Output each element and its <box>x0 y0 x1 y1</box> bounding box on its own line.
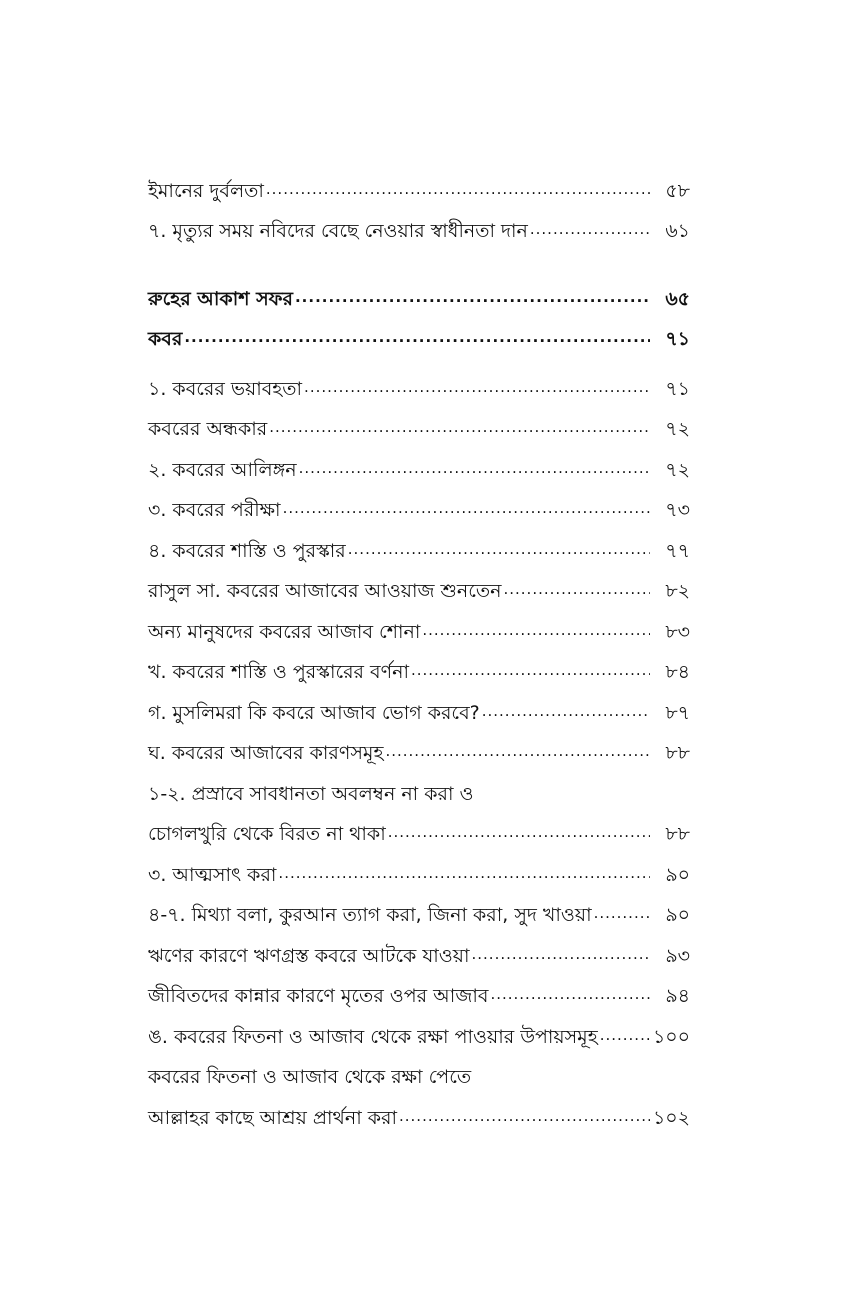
toc-chapter-title: কবর <box>148 328 183 350</box>
toc-entry-page: ৯০ <box>665 904 690 926</box>
toc-entry <box>148 887 690 928</box>
toc-entry-title: ঋণের কারণে ঋণগ্রস্ত কবরে আটকে যাওয়া <box>148 944 470 967</box>
toc-entry-page: ৭২ <box>665 458 690 481</box>
toc-entry-title: খ. কবরের শাস্তি ও পুরস্কারের বর্ণনা <box>148 661 409 683</box>
toc-entry-title: ১-২. প্রস্রাবে সাবধানতা অবলম্বন না করা ও <box>148 782 474 805</box>
dot-leader <box>269 417 650 441</box>
toc-entry <box>148 563 690 604</box>
toc-entry-title: চোগলখুরি থেকে বিরত না থাকা <box>148 823 386 845</box>
dot-leader-empty <box>476 782 650 806</box>
toc-entry-title: গ. মুসলিমরা কি কবরে আজাব ভোগ করবে? <box>148 701 480 724</box>
toc-entry <box>148 684 690 725</box>
toc-entry <box>148 725 690 766</box>
dot-leader <box>503 579 650 603</box>
toc-entry <box>148 441 690 482</box>
toc-entry-title: ১. কবরের ভয়াবহতা <box>148 377 303 400</box>
toc-entry-title: ইমানের দুর্বলতা <box>148 179 264 202</box>
toc-entry-page: ১০০ <box>652 1025 690 1048</box>
toc-entry <box>148 846 690 887</box>
toc-entry-page: ৭১ <box>665 377 690 400</box>
toc-entry-title: ঙ. কবরের ফিতনা ও আজাব থেকে রক্ষা পাওয়ার উপায়সমূহ <box>148 1025 598 1048</box>
toc-entry <box>148 968 690 1009</box>
toc-entry-page: ৮৪ <box>665 661 690 683</box>
toc-entry-title: ৩. কবরের পরীক্ষা <box>148 499 281 521</box>
toc-entry-page: ৯০ <box>665 863 690 886</box>
dot-leader <box>295 287 650 311</box>
toc-entry-title: কবরের ফিতনা ও আজাব থেকে রক্ষা পেতে <box>148 1066 472 1088</box>
toc-entry-page: ৯৩ <box>665 944 690 967</box>
toc-entry-page: ৫৮ <box>665 179 690 202</box>
toc-entry <box>148 603 690 644</box>
toc-entry-continued <box>148 765 690 806</box>
toc-entry-title: কবরের অন্ধকার <box>148 418 268 440</box>
dot-leader <box>490 984 650 1008</box>
toc-entry-title: আল্লাহর কাছে আশ্রয় প্রার্থনা করা <box>148 1106 397 1129</box>
toc-entry-page: ৮৮ <box>665 742 690 764</box>
toc-entry <box>148 203 690 244</box>
toc-entry <box>148 1008 690 1049</box>
table-of-contents <box>148 162 690 1130</box>
toc-entry-title: ৪. কবরের শাস্তি ও পুরস্কার <box>148 539 346 562</box>
toc-entry-page: ৯৪ <box>665 985 690 1007</box>
dot-leader <box>482 701 650 725</box>
dot-leader <box>594 903 650 927</box>
toc-entry-title: ঘ. কবরের আজাবের কারণসমূহ <box>148 742 384 764</box>
dot-leader <box>184 327 650 351</box>
toc-entry-page: ৮৩ <box>665 620 690 643</box>
toc-entry-page: ৮৮ <box>665 823 690 845</box>
toc-chapter-page: ৭১ <box>665 328 690 350</box>
dot-leader <box>304 377 650 401</box>
toc-entry <box>148 162 690 203</box>
dot-leader <box>266 179 650 203</box>
toc-chapter-entry <box>148 270 690 311</box>
toc-entry-page: ৬১ <box>665 220 690 242</box>
toc-entry-continued <box>148 1049 690 1090</box>
toc-entry <box>148 644 690 685</box>
dot-leader <box>388 822 650 846</box>
toc-entry <box>148 360 690 401</box>
dot-leader <box>530 219 650 243</box>
dot-leader <box>600 1025 650 1049</box>
toc-entry-title: রাসুল সা. কবরের আজাবের আওয়াজ শুনতেন <box>148 580 502 602</box>
toc-entry <box>148 482 690 523</box>
dot-leader <box>283 498 650 522</box>
dot-leader <box>411 660 650 684</box>
toc-entry-page: ৮৭ <box>665 701 690 724</box>
toc-entry <box>148 522 690 563</box>
toc-entry-title: ৪-৭. মিথ্যা বলা, কুরআন ত্যাগ করা, জিনা করা, সুদ খাওয়া <box>148 904 592 926</box>
dot-leader <box>422 620 650 644</box>
toc-entry-page: ১০২ <box>652 1106 690 1129</box>
dot-leader <box>299 458 650 482</box>
toc-entry-title: ২. কবরের আলিঙ্গন <box>148 458 297 481</box>
toc-entry <box>148 927 690 968</box>
toc-chapter-title: রুহের আকাশ সফর <box>148 287 293 310</box>
toc-entry <box>148 1089 690 1130</box>
dot-leader <box>278 863 650 887</box>
dot-leader <box>348 539 650 563</box>
dot-leader <box>399 1106 650 1130</box>
toc-entry-page: ৭২ <box>665 418 690 440</box>
toc-entry <box>148 401 690 442</box>
toc-entry <box>148 806 690 847</box>
dot-leader <box>385 741 650 765</box>
toc-entry-page: ৭৭ <box>665 539 690 562</box>
toc-entry-title: ৩. আত্মসাৎ করা <box>148 863 277 886</box>
dot-leader-empty <box>473 1065 650 1089</box>
toc-entry-title: অন্য মানুষদের কবরের আজাব শোনা <box>148 620 421 643</box>
toc-entry-title: জীবিতদের কান্নার কারণে মৃতের ওপর আজাব <box>148 985 489 1007</box>
dot-leader <box>472 944 651 968</box>
toc-entry-page: ৮২ <box>665 580 690 602</box>
toc-chapter-page: ৬৫ <box>665 287 690 310</box>
toc-entry-title: ৭. মৃত্যুর সময় নবিদের বেছে নেওয়ার স্বাধীনতা দান <box>148 220 528 242</box>
toc-chapter-entry <box>148 311 690 352</box>
toc-entry-page: ৭৩ <box>665 499 690 521</box>
